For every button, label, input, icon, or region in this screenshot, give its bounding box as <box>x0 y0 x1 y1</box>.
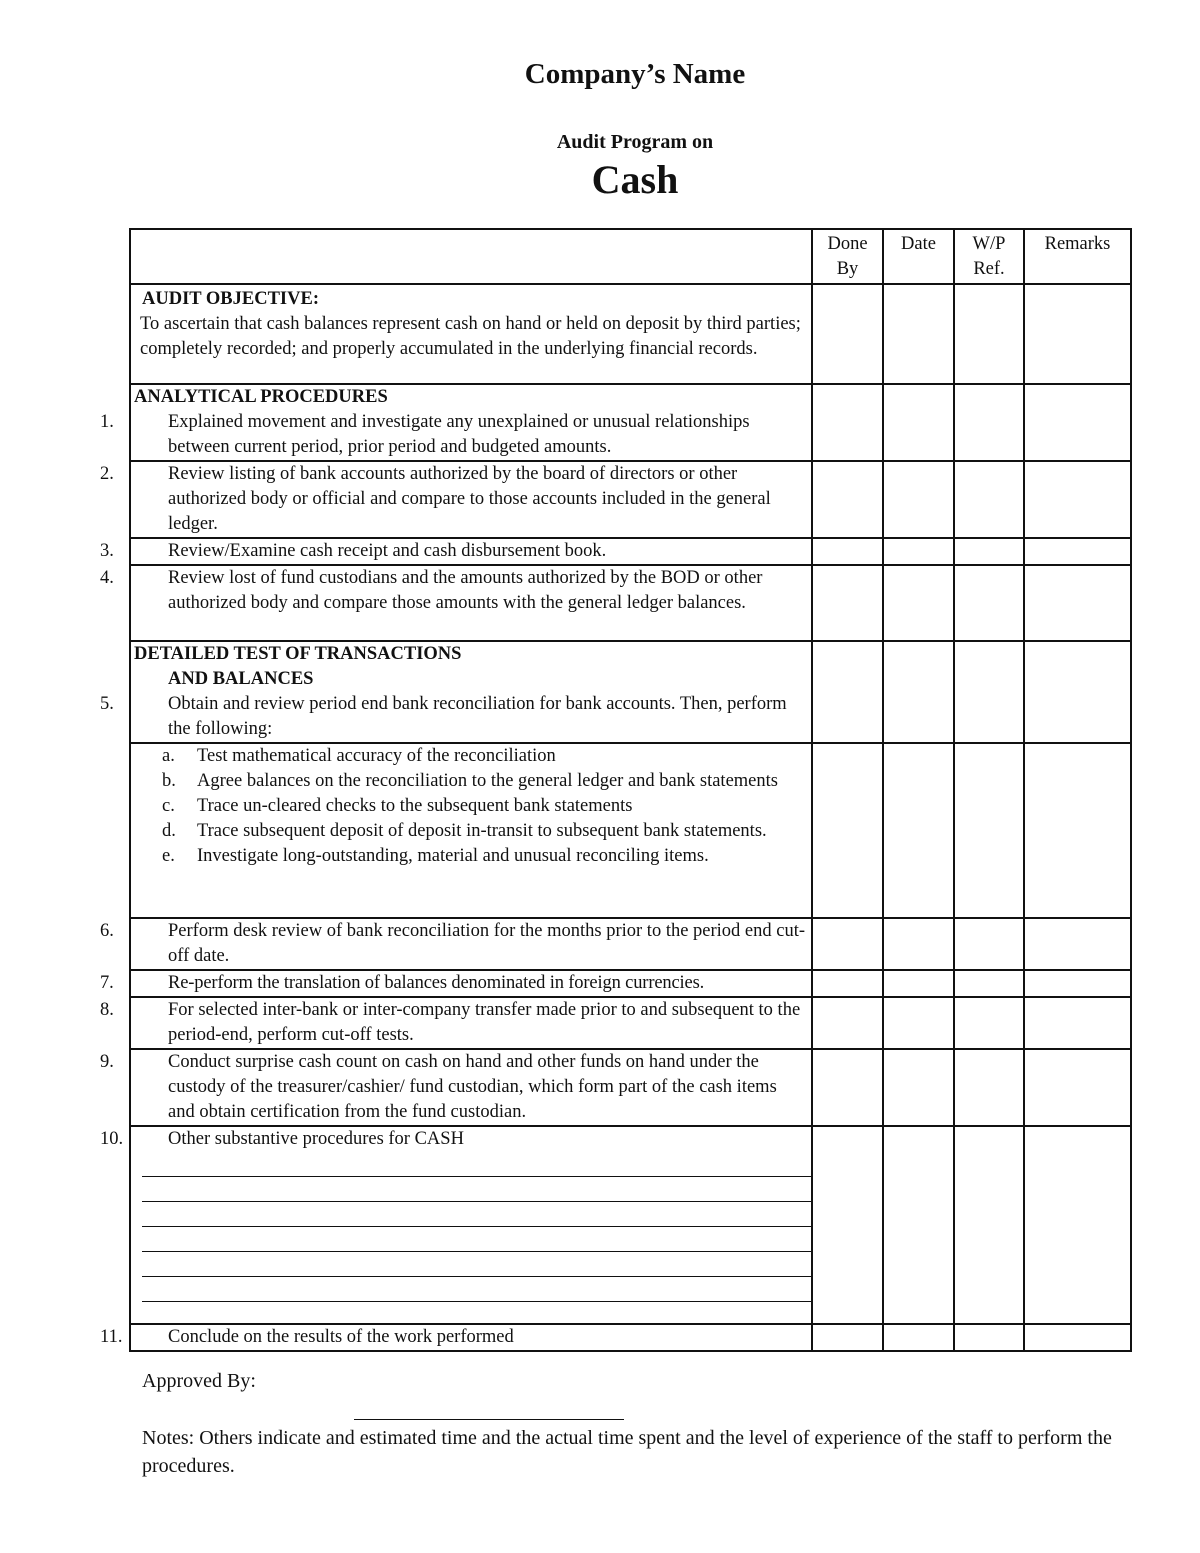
item-number: 4. <box>100 568 114 588</box>
remarks-cell[interactable] <box>1024 997 1131 1049</box>
blank-line[interactable] <box>142 1177 811 1202</box>
procedure-cell <box>100 538 812 565</box>
procedure-cell <box>100 461 812 538</box>
item-text: Review listing of bank accounts authorized by the board of directors or other authorized body or official and compare to those accounts included in the general ledger. <box>168 464 771 534</box>
done-by-cell[interactable] <box>812 997 883 1049</box>
remarks-cell[interactable] <box>1024 284 1131 384</box>
detailed-heading-2: AND BALANCES <box>168 669 314 689</box>
signature-line[interactable] <box>354 1419 624 1420</box>
table-row <box>130 384 1131 461</box>
wp-ref-cell[interactable] <box>954 461 1024 538</box>
remarks-cell[interactable] <box>1024 565 1131 641</box>
date-cell[interactable] <box>883 1049 954 1126</box>
table-row <box>130 461 1131 538</box>
wp-ref-cell[interactable] <box>954 565 1024 641</box>
date-cell[interactable] <box>883 461 954 538</box>
procedure-item <box>100 692 808 742</box>
sub-text: Agree balances on the reconciliation to the general ledger and bank statements <box>197 771 778 791</box>
table-row <box>130 1049 1131 1126</box>
procedure-item <box>100 410 808 460</box>
sub-item <box>134 794 808 819</box>
procedure-cell <box>100 1049 812 1126</box>
item-text: Other substantive procedures for CASH <box>168 1129 464 1149</box>
done-by-cell[interactable] <box>812 1049 883 1126</box>
procedure-cell <box>100 384 812 461</box>
procedure-item <box>100 971 808 996</box>
table-row <box>130 970 1131 997</box>
sub-text: Investigate long-outstanding, material and unusual reconciling items. <box>197 846 709 866</box>
item-number: 1. <box>100 412 114 432</box>
approved-by-label: Approved By: <box>142 1370 256 1392</box>
remarks-cell[interactable] <box>1024 970 1131 997</box>
wp-ref-cell[interactable] <box>954 538 1024 565</box>
done-by-cell[interactable] <box>812 1126 883 1324</box>
audit-program-table <box>100 228 1132 1352</box>
sub-letter: b. <box>162 771 176 791</box>
procedure-item <box>100 1325 808 1350</box>
detailed-heading: DETAILED TEST OF TRANSACTIONS <box>134 644 462 664</box>
remarks-cell[interactable] <box>1024 538 1131 565</box>
document-subtitle: Audit Program on <box>556 131 714 153</box>
item-number: 2. <box>100 464 114 484</box>
objective-cell <box>130 284 812 384</box>
date-cell[interactable] <box>883 641 954 743</box>
done-by-cell[interactable] <box>812 743 883 918</box>
date-cell[interactable] <box>883 743 954 918</box>
date-cell[interactable] <box>883 1324 954 1351</box>
table-row <box>130 1324 1131 1351</box>
item-text: Obtain and review period end bank reconciliation for bank accounts. Then, perform the following: <box>168 694 787 739</box>
blank-line[interactable] <box>142 1252 811 1277</box>
item-number: 8. <box>100 1000 114 1020</box>
item-text: Explained movement and investigate any unexplained or unusual relationships between current period, prior period and budgeted amounts. <box>168 412 750 457</box>
date-cell[interactable] <box>883 538 954 565</box>
analytical-heading: ANALYTICAL PROCEDURES <box>134 387 388 407</box>
done-by-cell[interactable] <box>812 565 883 641</box>
done-by-cell[interactable] <box>812 970 883 997</box>
sub-letter: e. <box>162 846 175 866</box>
item-text: Re-perform the translation of balances denominated in foreign currencies. <box>168 973 705 993</box>
item-number: 3. <box>100 541 114 561</box>
procedure-item <box>100 998 808 1048</box>
wp-ref-cell[interactable] <box>954 641 1024 743</box>
done-by-cell[interactable] <box>812 1324 883 1351</box>
sub-item <box>134 769 808 794</box>
done-by-header: Done By <box>812 229 883 284</box>
date-header: Date <box>883 229 954 284</box>
wp-ref-cell[interactable] <box>954 1126 1024 1324</box>
remarks-cell[interactable] <box>1024 743 1131 918</box>
item-number: 6. <box>100 921 114 941</box>
procedure-item <box>100 462 808 537</box>
wp-ref-cell[interactable] <box>954 1049 1024 1126</box>
procedure-item <box>100 919 808 969</box>
wp-ref-cell[interactable] <box>954 1324 1024 1351</box>
item-text: For selected inter-bank or inter-company transfer made prior to and subsequent to the period-end, perform cut-off tests. <box>168 1000 801 1045</box>
procedure-item <box>100 1050 808 1125</box>
sub-letter: a. <box>162 746 175 766</box>
item-text: Conduct surprise cash count on cash on hand and other funds on hand under the custody of the treasurer/cashier/ fund custodian, which form part of the cash items and obtain certification from the fund custodian. <box>168 1052 777 1122</box>
done-by-cell[interactable] <box>812 284 883 384</box>
wp-ref-cell[interactable] <box>954 743 1024 918</box>
procedure-cell <box>100 970 812 997</box>
header-row <box>130 229 1131 284</box>
date-cell[interactable] <box>883 284 954 384</box>
table-row <box>130 1126 1131 1324</box>
done-by-cell[interactable] <box>812 384 883 461</box>
table-row <box>130 284 1131 384</box>
wp-ref-cell[interactable] <box>954 970 1024 997</box>
wp-ref-cell[interactable] <box>954 284 1024 384</box>
remarks-cell[interactable] <box>1024 384 1131 461</box>
procedure-header-cell <box>130 229 812 284</box>
procedure-cell <box>100 641 812 743</box>
wp-ref-cell[interactable] <box>954 384 1024 461</box>
wp-ref-cell[interactable] <box>954 918 1024 970</box>
sub-text: Test mathematical accuracy of the reconciliation <box>197 746 556 766</box>
done-by-cell[interactable] <box>812 641 883 743</box>
sub-letter: d. <box>162 821 176 841</box>
wp-ref-cell[interactable] <box>954 997 1024 1049</box>
item-text: Perform desk review of bank reconciliation for the months prior to the period end cut-off date. <box>168 921 806 966</box>
notes-text: Notes: Others indicate and estimated time and the actual time spent and the level of experience of the staff to perform the procedures. <box>142 1427 1112 1477</box>
done-by-cell[interactable] <box>812 918 883 970</box>
table-row <box>130 565 1131 641</box>
objective-text: To ascertain that cash balances represent cash on hand or held on deposit by third parties; completely recorded; and properly accumulated in the underlying financial records. <box>140 314 801 359</box>
table-row <box>130 641 1131 743</box>
table-row <box>130 918 1131 970</box>
item-number: 11. <box>100 1327 123 1347</box>
blank-line[interactable] <box>142 1227 811 1252</box>
procedure-cell <box>100 1126 812 1324</box>
sub-item <box>134 844 808 869</box>
item-text: Review/Examine cash receipt and cash disbursement book. <box>168 541 607 561</box>
remarks-header: Remarks <box>1024 229 1131 284</box>
table-row <box>130 997 1131 1049</box>
procedure-item <box>100 566 808 616</box>
remarks-cell[interactable] <box>1024 641 1131 743</box>
blank-line[interactable] <box>142 1277 811 1302</box>
done-by-cell[interactable] <box>812 538 883 565</box>
item-number: 9. <box>100 1052 114 1072</box>
date-cell[interactable] <box>883 565 954 641</box>
remarks-cell[interactable] <box>1024 1126 1131 1324</box>
procedure-item <box>100 539 808 564</box>
sub-text: Trace un-cleared checks to the subsequent bank statements <box>197 796 633 816</box>
sub-letter: c. <box>162 796 175 816</box>
procedure-item <box>100 1127 808 1152</box>
sub-item <box>134 744 808 769</box>
item-number: 5. <box>100 694 114 714</box>
wp-ref-header: W/P Ref. <box>954 229 1024 284</box>
item-number: 10. <box>100 1129 124 1149</box>
blank-line[interactable] <box>142 1202 811 1227</box>
date-cell[interactable] <box>883 970 954 997</box>
blank-line[interactable] <box>142 1152 811 1177</box>
item-text: Conclude on the results of the work performed <box>168 1327 514 1347</box>
item-number: 7. <box>100 973 114 993</box>
remarks-cell[interactable] <box>1024 1049 1131 1126</box>
date-cell[interactable] <box>883 1126 954 1324</box>
table-row <box>130 743 1131 918</box>
table-row <box>130 538 1131 565</box>
date-cell[interactable] <box>883 918 954 970</box>
remarks-cell[interactable] <box>1024 461 1131 538</box>
company-name: Company’s Name <box>524 58 746 90</box>
procedure-cell <box>130 743 812 918</box>
sub-text: Trace subsequent deposit of deposit in-transit to subsequent bank statements. <box>197 821 767 841</box>
procedure-cell <box>100 997 812 1049</box>
item-text: Review lost of fund custodians and the amounts authorized by the BOD or other authorized body and compare those amounts with the general ledger balances. <box>168 568 763 613</box>
date-cell[interactable] <box>883 384 954 461</box>
procedure-cell <box>100 918 812 970</box>
procedure-cell <box>100 565 812 641</box>
date-cell[interactable] <box>883 997 954 1049</box>
objective-heading: AUDIT OBJECTIVE: <box>142 289 319 309</box>
procedure-cell <box>100 1324 812 1351</box>
remarks-cell[interactable] <box>1024 1324 1131 1351</box>
done-by-cell[interactable] <box>812 461 883 538</box>
document-title: Cash <box>591 157 679 202</box>
sub-item <box>134 819 808 844</box>
remarks-cell[interactable] <box>1024 918 1131 970</box>
